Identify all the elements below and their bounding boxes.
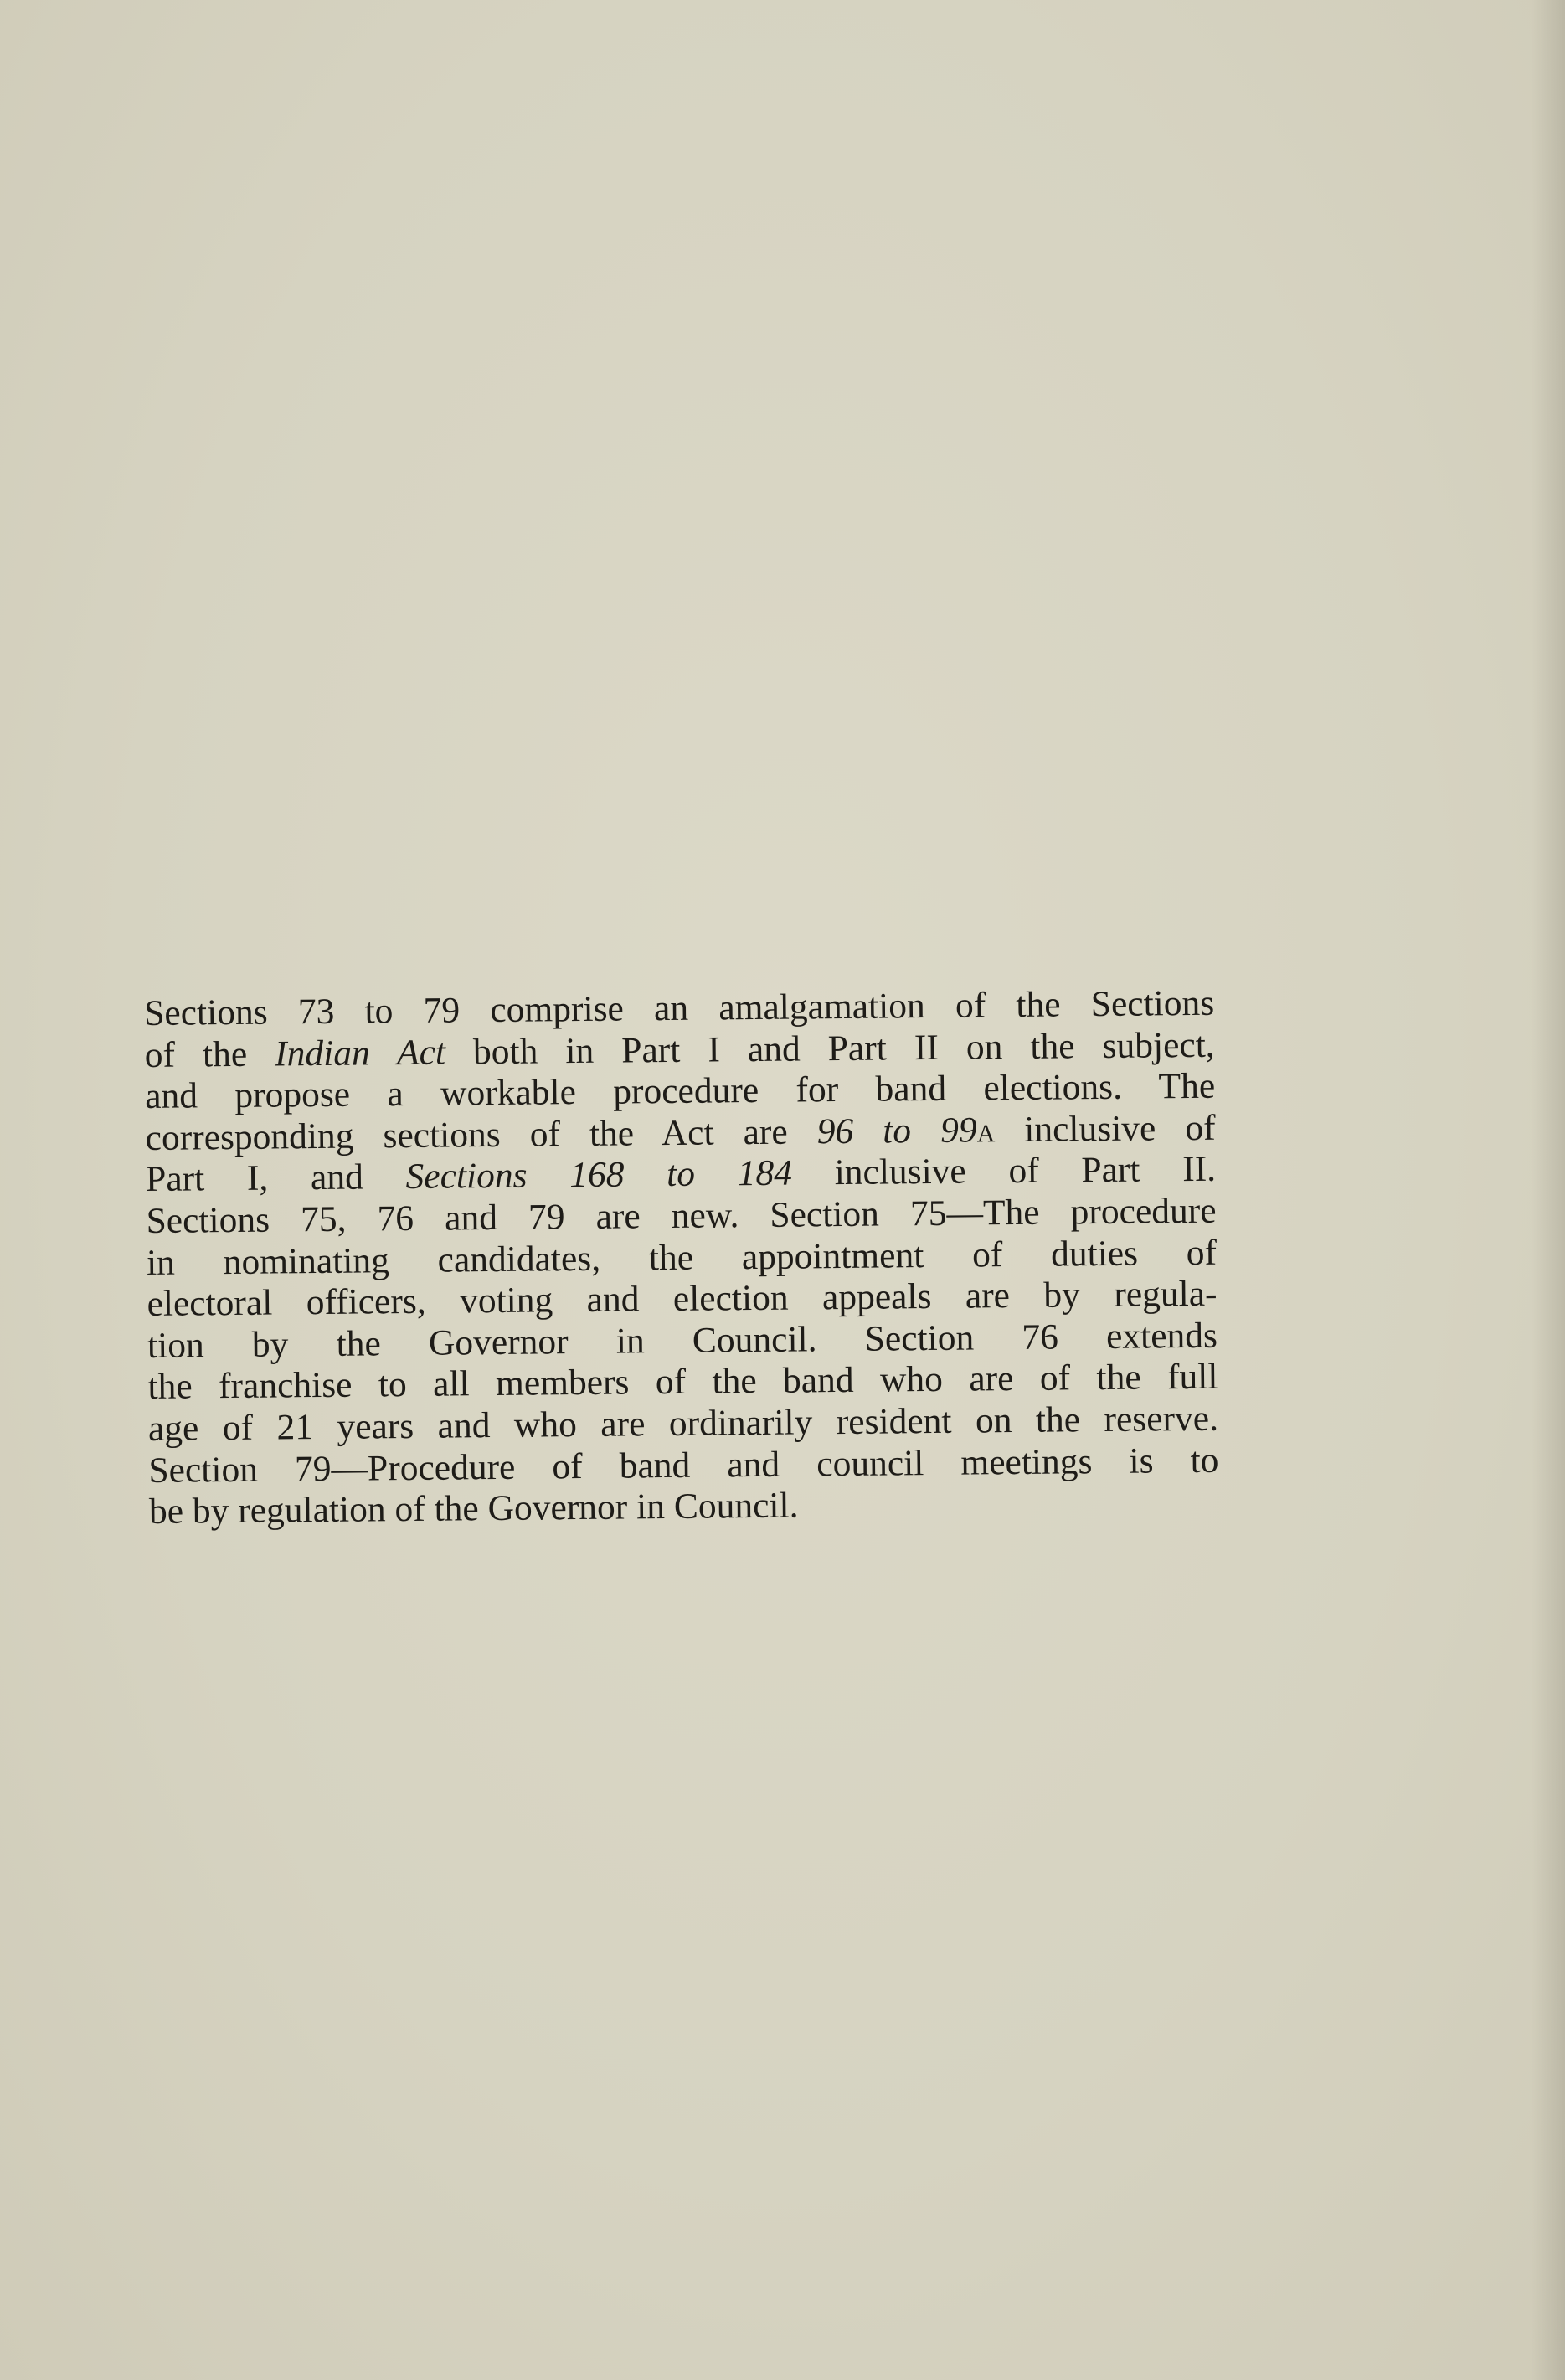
note-text: in nominating candidates, the appointment of duties of: [146, 1232, 1218, 1283]
note-text: inclusive of: [995, 1107, 1216, 1151]
note-italic-text: 96 to 99: [816, 1110, 977, 1152]
note-text: be by regulation of the Governor in Council.: [148, 1485, 799, 1533]
note-text: Sections 75, 76 and 79 are new. Section 75—The procedure: [146, 1190, 1217, 1241]
page-edge-shadow: [1532, 0, 1565, 2380]
note-text: of the: [144, 1033, 275, 1075]
note-text: both in Part I and Part II on the subject,: [445, 1024, 1215, 1073]
note-text: Part I, and: [145, 1157, 406, 1200]
note-text: corresponding sections of the Act are: [145, 1111, 817, 1158]
explanatory-note: [144, 983, 1219, 1533]
note-italic-text: Indian Act: [274, 1032, 446, 1074]
note-text: and propose a workable procedure for band elections. The: [144, 1065, 1216, 1117]
note-text: electoral officers, voting and election appeals are by regula-: [147, 1273, 1218, 1325]
note-italic-text: Sections 168 to 184: [405, 1152, 793, 1198]
note-text: tion by the Governor in Council. Section 76 extends: [147, 1315, 1218, 1366]
note-text: Section 79—Procedure of band and council meetings is to: [148, 1440, 1219, 1491]
note-text: inclusive of Part II.: [791, 1149, 1217, 1193]
note-text: age of 21 years and who are ordinarily resident on the reserve.: [147, 1398, 1219, 1449]
note-small-caps-text: a: [976, 1110, 996, 1151]
note-text: the franchise to all members of the band who are of the full: [147, 1357, 1218, 1408]
note-text: Sections 73 to 79 comprise an amalgamation of the Sections: [144, 982, 1215, 1033]
